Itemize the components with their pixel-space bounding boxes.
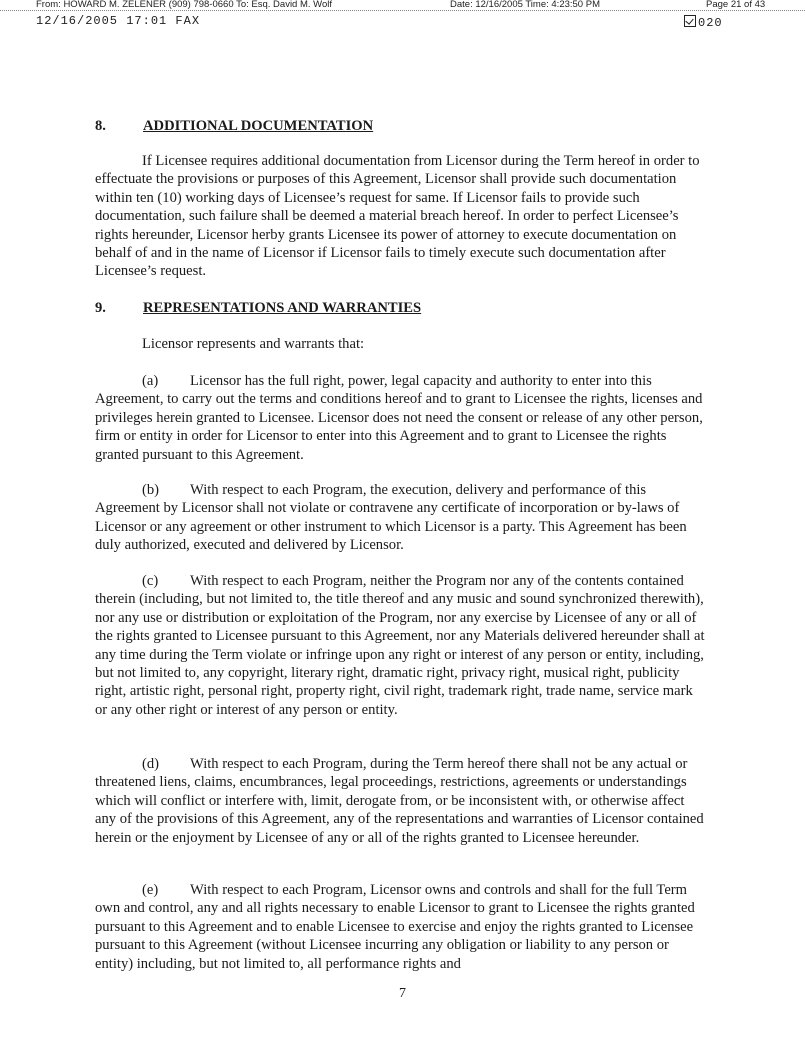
paragraph: Licensor represents and warrants that: (142, 336, 365, 352)
clause-label: (e) (142, 882, 159, 898)
section-number: 9. (95, 300, 106, 316)
fax-page-count: Page 21 of 43 (706, 0, 766, 10)
paragraph (95, 881, 707, 973)
section-9-heading (95, 300, 421, 317)
fax-page-number: 020 (698, 16, 723, 30)
paragraph (95, 481, 707, 555)
clause-label: (d) (142, 756, 160, 772)
clause-label: (a) (142, 373, 159, 389)
section-title: REPRESENTATIONS AND WARRANTIES (143, 300, 422, 316)
fax-page-stamp (684, 14, 723, 30)
page-number: 7 (399, 986, 406, 1001)
clause-text: With respect to each Program, Licensor owns and controls and shall for the full Term own and control, any and all rights necessary to enable Licensor to grant to Licensee the rights granted pursuant to this Agreement and to enable Licensee to exercise and enjoy the rights granted to Licensee pursuant to this Agreement (without Licensee incurring any obligation or liability to any person or entity) including, but not limited to, all performance rights and (95, 882, 695, 972)
fax-date: Date: 12/16/2005 Time: 4:23:50 PM (450, 0, 600, 10)
fax-header (0, 0, 805, 10)
section-8-heading (95, 118, 373, 135)
paragraph (95, 572, 707, 719)
fax-from: From: HOWARD M. ZELENER (909) 798-0660 To: Esq. David M. Wolf (36, 0, 332, 10)
clause-text: Licensor has the full right, power, legal capacity and authority to enter into this Agreement, to carry out the terms and conditions hereof and to grant to Licensee the rights, licenses and privileges herein granted to Licensee. Licensor does not need the consent or release of any other person, firm or entity in order for Licensor to enter into this Agreement and to grant to Licensee the rights granted pursuant to this Agreement. (95, 373, 703, 463)
clause-e (95, 881, 707, 973)
clause-label: (c) (142, 573, 159, 589)
fax-stamp: 12/16/2005 17:01 FAX (36, 14, 201, 28)
section-8-body (95, 152, 707, 281)
clause-label: (b) (142, 482, 160, 498)
section-title: ADDITIONAL DOCUMENTATION (143, 118, 374, 134)
clause-text: With respect to each Program, during the Term hereof there shall not be any actual or threatened liens, claims, encumbrances, legal proceedings, restrictions, agreements or understandings which will conflict or interfere with, limit, derogate from, or be inconsistent with, or otherwise affect any of the provisions of this Agreement, any of the representations and warranties of Licensor contained herein or the enjoyment by Licensee of any or all of the rights granted to Licensee hereunder. (95, 756, 704, 846)
paragraph: If Licensee requires additional documentation from Licensor during the Term hereof in order to effectuate the provisions or purposes of this Agreement, Licensor shall provide such documentation within ten (10) working days of Licensee’s request for same. If Licensor fails to provide such documentation, such failure shall be deemed a material breach hereof. In order to perfect Licensee’s rights hereunder, Licensor herby grants Licensee its power of attorney to execute documentation on behalf of and in the name of Licensor if Licensor fails to timely execute such documentation after Licensee’s request. (95, 153, 700, 280)
section-9-intro (95, 335, 707, 353)
paragraph (95, 372, 707, 464)
clause-d (95, 755, 707, 847)
clause-text: With respect to each Program, neither the Program nor any of the contents contained therein (including, but not limited to, the title thereof and any music and sound synchronized therewith), nor any use or distribution or exploitation of the Program, nor any exercise by Licensee of any or all of the rights granted to Licensee pursuant to this Agreement, nor any Materials delivered hereunder shall at any time during the Term violate or infringe upon any right or interest of any person or entity, including, but not limited to, any copyright, literary right, dramatic right, privacy right, musical right, publicity right, artistic right, personal right, property right, civil right, trademark right, trade name, service mark or any other right or interest of any person or entity. (95, 573, 705, 718)
fax-checkbox-icon (684, 15, 696, 27)
clause-a (95, 372, 707, 464)
fax-header-divider (0, 10, 805, 11)
paragraph (95, 755, 707, 847)
clause-b (95, 481, 707, 555)
section-number: 8. (95, 118, 106, 134)
clause-text: With respect to each Program, the execution, delivery and performance of this Agreement by Licensor shall not violate or contravene any certificate of incorporation or by-laws of Licensor or any agreement or other instrument to which Licensor is a party. This Agreement has been duly authorized, executed and delivered by Licensor. (95, 482, 687, 554)
clause-c (95, 572, 707, 719)
